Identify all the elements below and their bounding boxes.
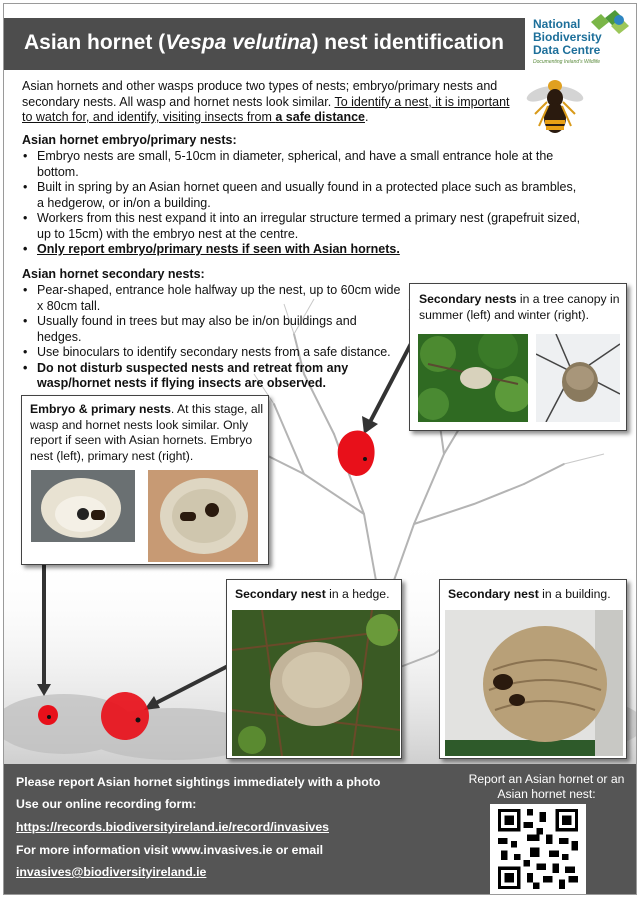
callout-embryo-primary — [21, 395, 269, 565]
photo-primary-nest — [148, 470, 258, 562]
photo-building-nest — [445, 610, 623, 756]
intro-paragraph: Asian hornets and other wasps produce two types of nests; embryo/primary nests and secondary nests. All wasp and hornet nests look similar. To identify a nest, it is important to watch for, and identify, visiting insects from a safe distance. — [22, 79, 510, 124]
callout-hedge-text: Secondary nest in a hedge. — [235, 587, 390, 601]
footer-report-line: Please report Asian hornet sightings immediately with a photo — [16, 775, 381, 789]
photo-summer-canopy — [418, 334, 528, 422]
embryo-nest-marker — [38, 705, 58, 725]
photo-winter-canopy — [536, 334, 620, 422]
list-item: • Built in spring by an Asian hornet queen and usually found in a protected place such as brambles, a hedgerow, or in/on a building. — [22, 180, 582, 211]
list-item: • Pear-shaped, entrance hole halfway up the nest, up to 60cm wide x 80cm tall. — [22, 283, 402, 314]
list-item: • Usually found in trees but may also be in/on buildings and hedges. — [22, 314, 402, 345]
footer-info-line: For more information visit www.invasives.ie or email — [16, 843, 324, 857]
footer-form-line: Use our online recording form: — [16, 797, 197, 811]
photo-embryo-nest — [31, 470, 135, 542]
list-item: • Workers from this nest expand it into an irregular structure termed a primary nest (grapefruit sized, up to 15cm) with the embryo nest at the centre. — [22, 211, 582, 242]
list-item: • Do not disturb suspected nests and retreat from any wasp/hornet nests if flying insects are observed. — [22, 361, 402, 392]
secondary-nest-marker — [338, 430, 375, 476]
recording-form-link[interactable]: https://records.biodiversityireland.ie/record/invasives — [16, 820, 330, 834]
callout-tree-canopy — [409, 283, 627, 431]
secondary-section-title: Asian hornet secondary nests: — [22, 267, 205, 281]
primary-nest-marker — [101, 692, 149, 740]
callout-hedge — [226, 579, 402, 759]
qr-code-icon — [498, 809, 578, 889]
list-item: • Only report embryo/primary nests if seen with Asian hornets. — [22, 242, 582, 258]
page-title: Asian hornet (Vespa velutina) nest identification — [24, 31, 504, 54]
logo-tagline: Documenting Ireland's Wildlife — [533, 59, 601, 65]
footer — [4, 764, 637, 895]
callout-embryo-primary-text: Embryo & primary nests. At this stage, all wasp and hornet nests look similar. Only report if seen with Asian hornets. Embryo nest (left), primary nest (right). — [30, 402, 264, 463]
list-item: • Embryo nests are small, 5-10cm in diameter, spherical, and have a small entrance hole at the bottom. — [22, 149, 582, 180]
qr-caption: Report an Asian hornet or an Asian hornet nest: — [468, 772, 625, 801]
callout-tree-canopy-text: Secondary nests in a tree canopy in summer (left) and winter (right). — [419, 292, 620, 322]
photo-hedge-nest — [232, 610, 400, 756]
qr-code[interactable] — [490, 804, 586, 894]
embryo-section-title: Asian hornet embryo/primary nests: — [22, 133, 237, 147]
list-item: • Use binoculars to identify secondary nests from a safe distance. — [22, 345, 402, 361]
callout-building — [439, 579, 627, 759]
callout-building-text: Secondary nest in a building. — [448, 587, 611, 601]
logo-wordmark: National Biodiversity Data Centre — [533, 17, 602, 57]
poster — [3, 3, 637, 895]
email-link[interactable]: invasives@biodiversityireland.ie — [16, 865, 207, 879]
